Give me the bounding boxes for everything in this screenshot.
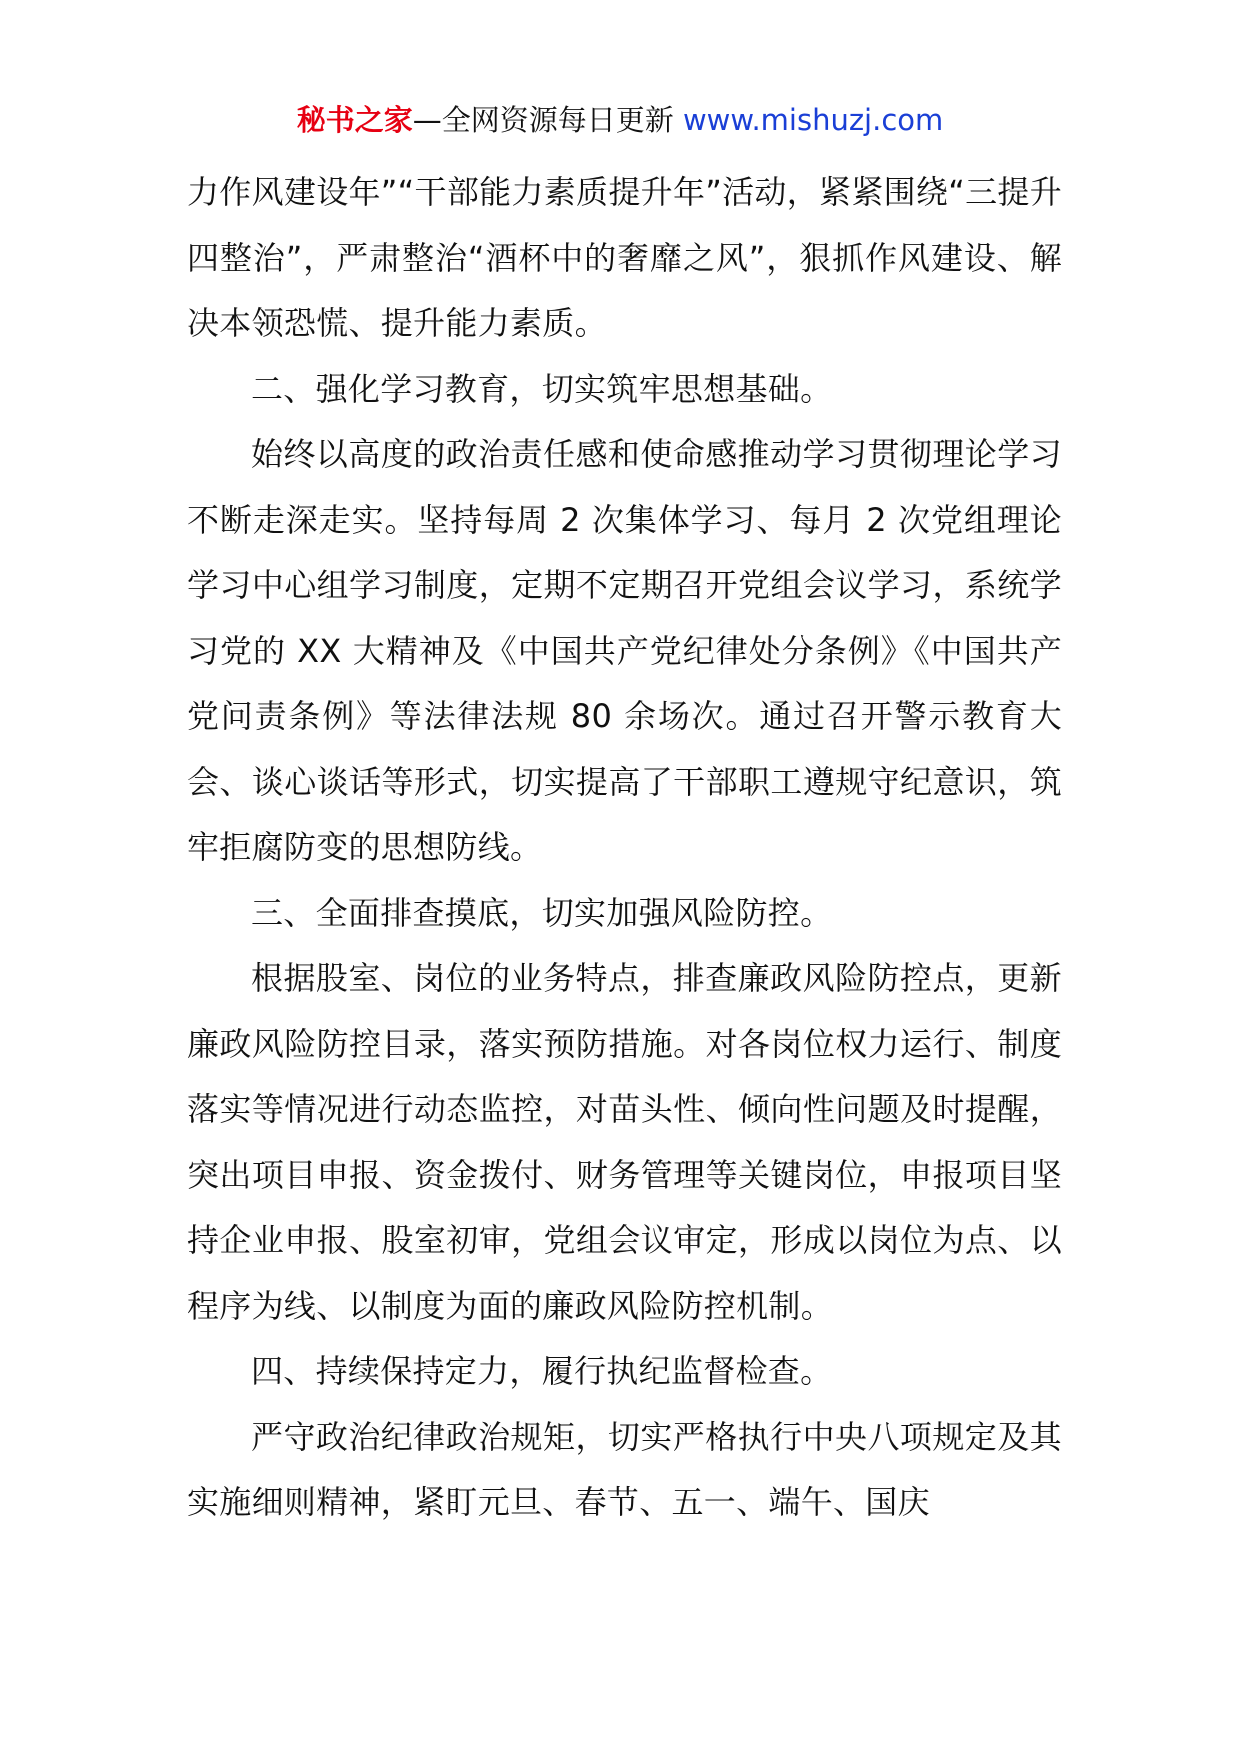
site-tagline: —全网资源每日更新 <box>412 103 674 137</box>
section-heading-2: 二、强化学习教育，切实筑牢思想基础。 <box>251 369 833 408</box>
paragraph-discipline-supervision: 严守政治纪律政治规矩，切实严格执行中央八项规定及其实施细则精神，紧盯元旦、春节、五一、端午、国庆 <box>187 1417 1062 1521</box>
section-heading-3: 三、全面排查摸底，切实加强风险防控。 <box>251 893 833 932</box>
paragraph-continuation: 力作风建设年”“干部能力素质提升年”活动，紧紧围绕“三提升四整治”，严肃整治“酒杯中的奢靡之风”，狠抓作风建设、解决本领恐慌、提升能力素质。 <box>187 173 1063 342</box>
site-url-link[interactable]: www.mishuzj.com <box>682 103 944 137</box>
paragraph-study-education: 始终以高度的政治责任感和使命感推动学习贯彻理论学习不断走深走实。坚持每周 2 次集体学习、每月 2 次党组理论学习中心组学习制度，定期不定期召开党组会议学习，系统学习党的 XX 大精神及《中国共产党纪律处分条例》《中国共产党问责条例》等法律法规 80 余场次。通过召开警示教育大会、谈心谈话等形式，切实提高了干部职工遵规守纪意识，筑牢拒腐防变的思想防线。 <box>187 435 1062 866</box>
site-header <box>0 98 1240 142</box>
paragraph-risk-control: 根据股室、岗位的业务特点，排查廉政风险防控点，更新廉政风险防控目录，落实预防措施。对各岗位权力运行、制度落实等情况进行动态监控，对苗头性、倾向性问题及时提醒，突出项目申报、资金拨付、财务管理等关键岗位，申报项目坚持企业申报、股室初审，党组会议审定，形成以岗位为点、以程序为线、以制度为面的廉政风险防控机制。 <box>187 959 1062 1325</box>
document-body <box>187 160 1062 1536</box>
section-heading-4: 四、持续保持定力，履行执纪监督检查。 <box>251 1352 833 1390</box>
site-brand: 秘书之家 <box>296 103 413 137</box>
